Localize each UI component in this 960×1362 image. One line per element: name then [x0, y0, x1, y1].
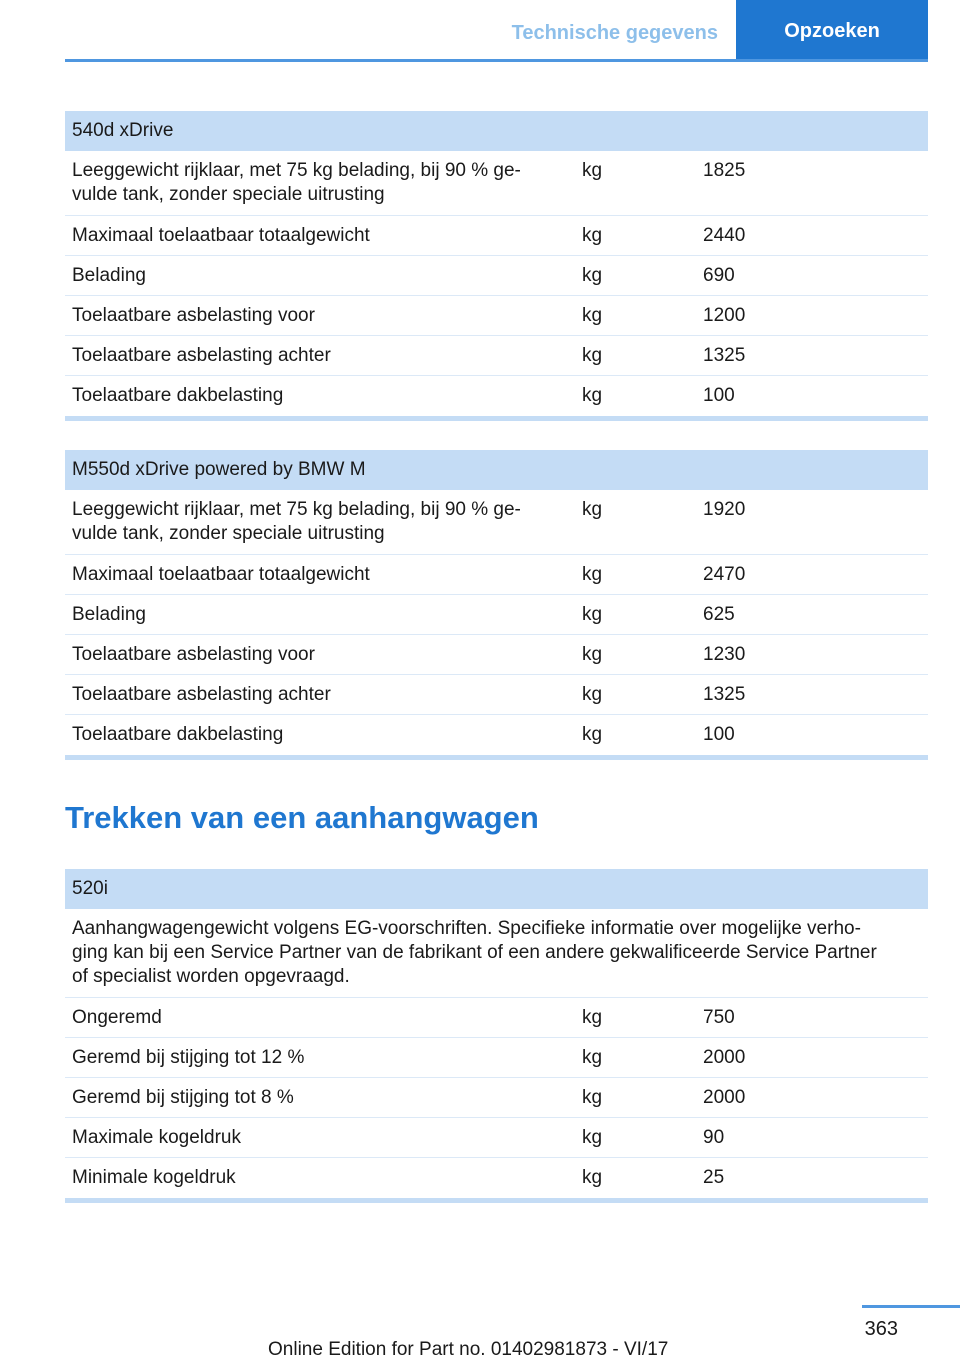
table-row — [65, 1158, 928, 1198]
row-label: Leeggewicht rijklaar, met 75 kg belading, bij 90 % ge- vulde tank, zonder speciale uitrusting — [72, 499, 521, 544]
row-unit: kg — [582, 1127, 603, 1148]
row-value: 1230 — [703, 644, 746, 665]
table-end-rule — [65, 755, 928, 760]
row-value: 690 — [703, 265, 735, 286]
table-title: 540d xDrive — [65, 111, 928, 151]
weights-table-m550d — [65, 450, 928, 760]
row-label: Toelaatbare dakbelasting — [72, 724, 284, 745]
section-tab[interactable]: Technische gegevens — [511, 22, 718, 44]
edition-note: Online Edition for Part no. 01402981873 - VI/17 — [268, 1339, 669, 1360]
table-row — [65, 675, 928, 715]
active-tab[interactable] — [736, 0, 928, 60]
row-label: Toelaatbare asbelasting achter — [72, 345, 331, 366]
row-label: Minimale kogeldruk — [72, 1167, 236, 1188]
row-unit: kg — [582, 1087, 603, 1108]
table-title: M550d xDrive powered by BMW M — [65, 450, 928, 490]
row-label: Geremd bij stijging tot 12 % — [72, 1047, 305, 1068]
row-value: 2000 — [703, 1047, 746, 1068]
row-value: 1825 — [703, 160, 746, 181]
row-label: Toelaatbare asbelasting achter — [72, 684, 331, 705]
table-row — [65, 715, 928, 755]
footer-rule — [862, 1305, 960, 1308]
table-row — [65, 998, 928, 1038]
row-unit: kg — [582, 345, 603, 366]
weights-table-540d — [65, 111, 928, 421]
row-unit: kg — [582, 684, 603, 705]
table-row — [65, 256, 928, 296]
row-value: 1325 — [703, 345, 746, 366]
row-label: Leeggewicht rijklaar, met 75 kg belading, bij 90 % ge- vulde tank, zonder speciale uitrusting — [72, 160, 521, 205]
row-label: Maximale kogeldruk — [72, 1127, 241, 1148]
row-label: Maximaal toelaatbaar totaalgewicht — [72, 225, 370, 246]
table-row — [65, 336, 928, 376]
row-unit: kg — [582, 724, 603, 745]
row-value: 1200 — [703, 305, 746, 326]
row-unit: kg — [582, 1167, 603, 1188]
table-row — [65, 216, 928, 256]
row-label: Toelaatbare asbelasting voor — [72, 644, 315, 665]
row-unit: kg — [582, 1007, 603, 1028]
table-row — [65, 635, 928, 675]
row-value: 750 — [703, 1007, 735, 1028]
table-row — [65, 376, 928, 416]
table-title: 520i — [65, 869, 928, 909]
row-unit: kg — [582, 1047, 603, 1068]
row-unit: kg — [582, 644, 603, 665]
table-row — [65, 296, 928, 336]
row-label: Belading — [72, 604, 146, 625]
row-label: Belading — [72, 265, 146, 286]
row-label: Ongeremd — [72, 1007, 162, 1028]
row-unit: kg — [582, 604, 603, 625]
row-value: 1920 — [703, 499, 746, 520]
row-value: 2440 — [703, 225, 746, 246]
row-label: Maximaal toelaatbaar totaalgewicht — [72, 564, 370, 585]
page-number: 363 — [864, 1318, 898, 1340]
section-title: Trekken van een aanhangwagen — [65, 800, 539, 835]
header-rule — [65, 59, 928, 62]
table-note: Aanhangwagengewicht volgens EG-voorschriften. Specifieke informatie over mogelijke verho- ging kan bij een Service Partner van de fabrikant of een andere gekwalificeerde Service Partner of specialist worden opgevraagd. — [72, 918, 877, 987]
table-row — [65, 555, 928, 595]
row-value: 25 — [703, 1167, 725, 1188]
table-row — [65, 151, 928, 216]
row-label: Geremd bij stijging tot 8 % — [72, 1087, 294, 1108]
table-end-rule — [65, 416, 928, 421]
table-row — [65, 490, 928, 555]
row-unit: kg — [582, 385, 603, 406]
row-value: 625 — [703, 604, 735, 625]
row-unit: kg — [582, 265, 603, 286]
table-end-rule — [65, 1198, 928, 1203]
table-row — [65, 1038, 928, 1078]
row-unit: kg — [582, 499, 603, 520]
row-unit: kg — [582, 564, 603, 585]
row-value: 2000 — [703, 1087, 746, 1108]
table-row — [65, 1118, 928, 1158]
row-value: 100 — [703, 724, 735, 745]
row-unit: kg — [582, 160, 603, 181]
table-note-row — [65, 909, 928, 998]
row-value: 90 — [703, 1127, 725, 1148]
row-label: Toelaatbare asbelasting voor — [72, 305, 315, 326]
row-value: 2470 — [703, 564, 746, 585]
page-header — [65, 0, 928, 62]
row-unit: kg — [582, 225, 603, 246]
row-value: 1325 — [703, 684, 746, 705]
row-value: 100 — [703, 385, 735, 406]
active-tab-label: Opzoeken — [784, 20, 880, 42]
table-row — [65, 595, 928, 635]
trailer-table-520i — [65, 869, 928, 1203]
table-row — [65, 1078, 928, 1118]
row-unit: kg — [582, 305, 603, 326]
row-label: Toelaatbare dakbelasting — [72, 385, 284, 406]
